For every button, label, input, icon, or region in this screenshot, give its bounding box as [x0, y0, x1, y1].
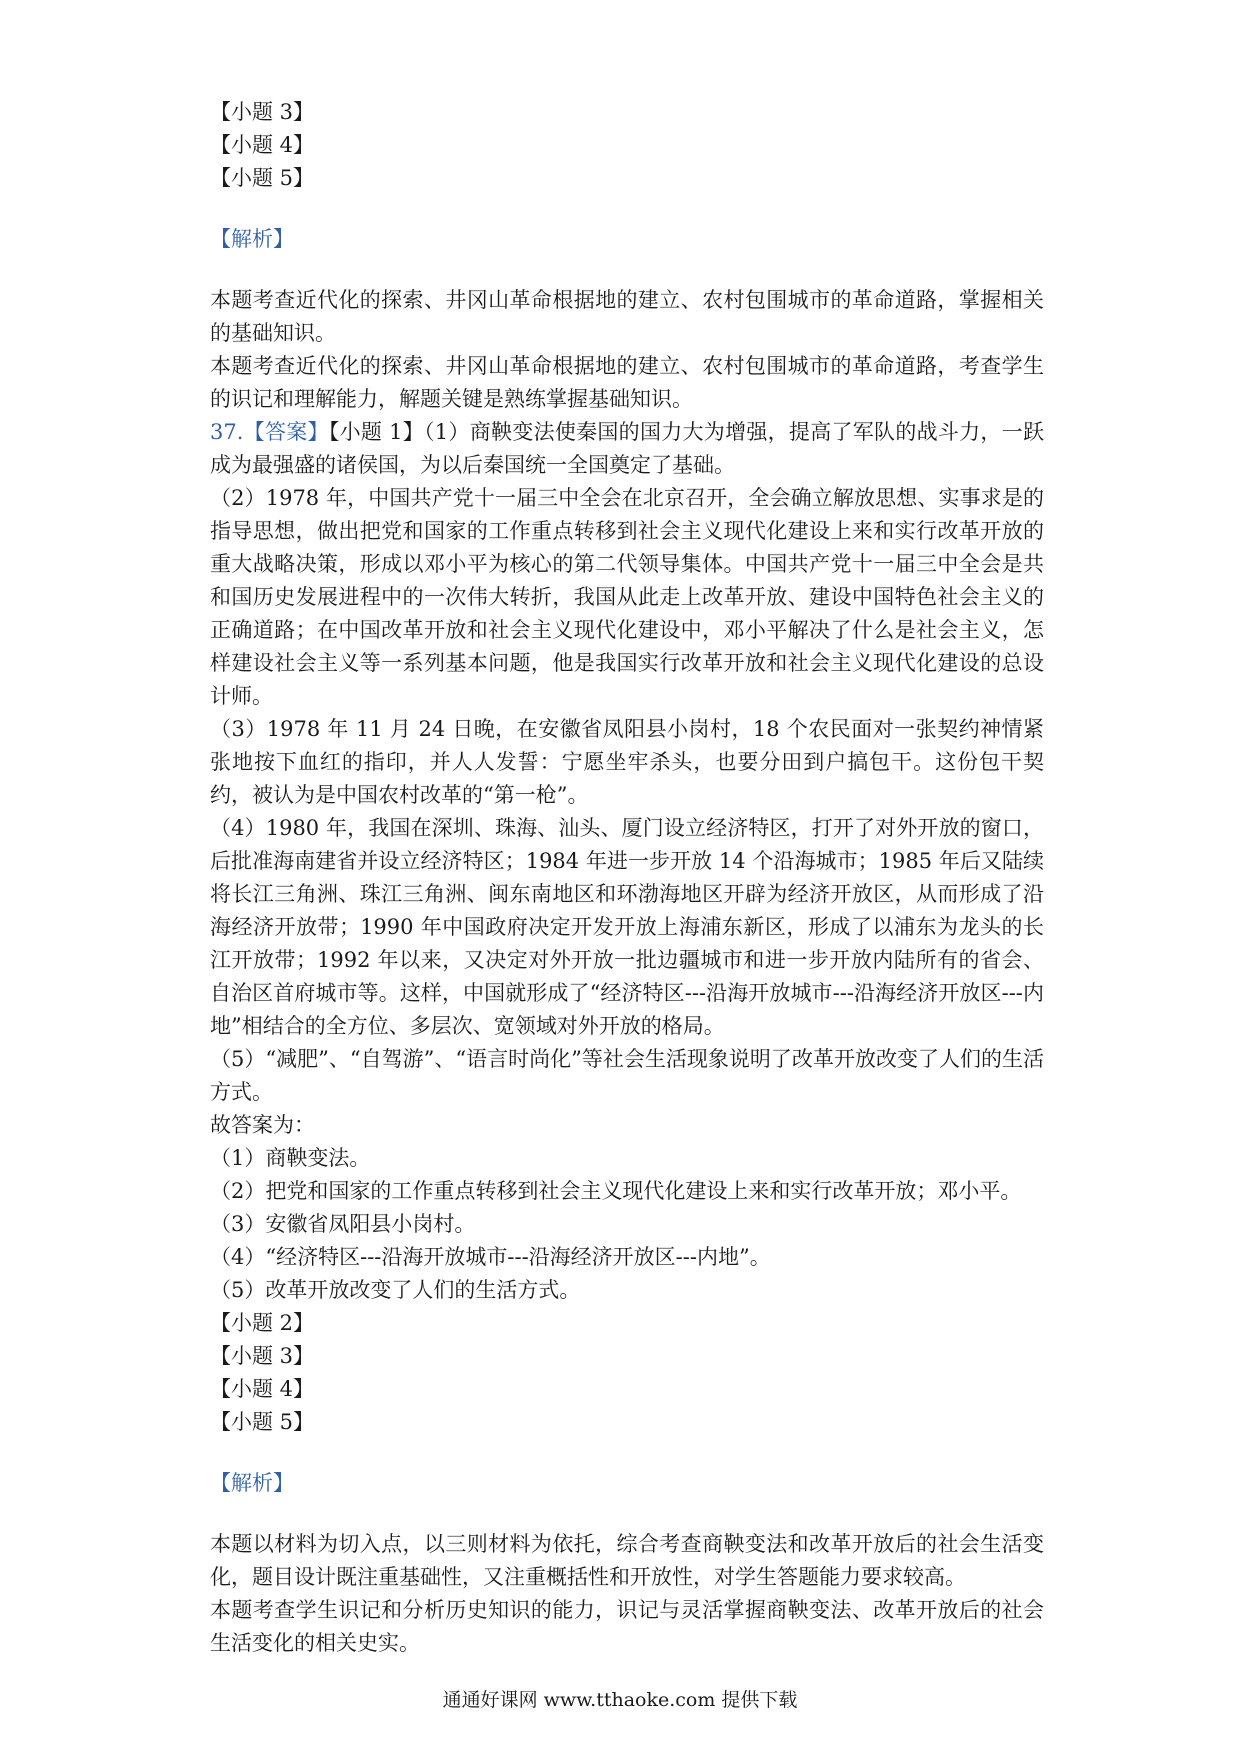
question-number: 37.	[210, 420, 244, 444]
subquestion-label: 【小题 4】	[210, 133, 315, 157]
analysis-heading: 【解析】	[210, 227, 294, 251]
answer-item: （2）把党和国家的工作重点转移到社会主义现代化建设上来和实行改革开放；邓小平。	[210, 1179, 1022, 1203]
page-footer: 通通好课网 www.tthaoke.com 提供下载	[442, 1689, 798, 1711]
answer-paragraph: （5）“减肥”、“自驾游”、“语言时尚化”等社会生活现象说明了改革开放改变了人们的生活方式。	[210, 1047, 1044, 1104]
question-37-answer	[210, 416, 1044, 482]
answer-text: 【小题 1】（1）商鞅变法使秦国的国力大为增强，提高了军队的战斗力，一跃成为最强盛的诸侯国，为以后秦国统一全国奠定了基础。	[210, 420, 1044, 477]
answer-item: （1）商鞅变法。	[210, 1146, 371, 1170]
subquestion-label: 【小题 5】	[210, 166, 315, 190]
document-body	[210, 96, 1044, 1660]
answer-item: （3）安徽省凤阳县小岗村。	[210, 1212, 476, 1236]
analysis-heading: 【解析】	[210, 1471, 294, 1495]
analysis-paragraph: 本题考查学生识记和分析历史知识的能力，识记与灵活掌握商鞅变法、改革开放后的社会生活变化的相关史实。	[210, 1598, 1044, 1655]
answer-paragraph: （4）1980 年，我国在深圳、珠海、汕头、厦门设立经济特区，打开了对外开放的窗口，后批准海南建省并设立经济特区；1984 年进一步开放 14 个沿海城市；1985 年后又陆续将长江三角洲、珠江三角洲、闽东南地区和环渤海地区开辟为经济开放区，从而形成了沿海经济开放带；1990 年中国政府决定开发开放上海浦东新区，形成了以浦东为龙头的长江开放带；1992 年以来，又决定对外开放一批边疆城市和进一步开放内陆所有的省会、自治区首府城市等。这样，中国就形成了“经济特区---沿海开放城市---沿海经济开放区---内地”相结合的全方位、多层次、宽领域对外开放的格局。	[210, 816, 1044, 1038]
answer-paragraph: （3）1978 年 11 月 24 日晚，在安徽省凤阳县小岗村，18 个农民面对一张契约神情紧张地按下血红的指印，并人人发誓：宁愿坐牢杀头，也要分田到户搞包干。这份包干契约，被认为是中国农村改革的“第一枪”。	[210, 717, 1044, 807]
analysis-paragraph: 本题考查近代化的探索、井冈山革命根据地的建立、农村包围城市的革命道路，考查学生的识记和理解能力，解题关键是熟练掌握基础知识。	[210, 354, 1044, 411]
subquestion-label: 【小题 2】	[210, 1311, 315, 1335]
answer-paragraph: （2）1978 年，中国共产党十一届三中全会在北京召开，全会确立解放思想、实事求是的指导思想，做出把党和国家的工作重点转移到社会主义现代化建设上来和实行改革开放的重大战略决策，形成以邓小平为核心的第二代领导集体。中国共产党十一届三中全会是共和国历史发展进程中的一次伟大转折，我国从此走上改革开放、建设中国特色社会主义的正确道路；在中国改革开放和社会主义现代化建设中，邓小平解决了什么是社会主义，怎样建设社会主义等一系列基本问题，他是我国实行改革开放和社会主义现代化建设的总设计师。	[210, 486, 1044, 708]
analysis-paragraph: 本题以材料为切入点，以三则材料为依托，综合考查商鞅变法和改革开放后的社会生活变化，题目设计既注重基础性，又注重概括性和开放性，对学生答题能力要求较高。	[210, 1532, 1044, 1589]
subquestion-label: 【小题 3】	[210, 1344, 315, 1368]
answer-item: （5）改革开放改变了人们的生活方式。	[210, 1278, 581, 1302]
subquestion-label: 【小题 4】	[210, 1377, 315, 1401]
answer-label: 【答案】	[243, 420, 329, 444]
answer-item: （4）“经济特区---沿海开放城市---沿海经济开放区---内地”。	[210, 1245, 771, 1269]
answer-intro: 故答案为：	[210, 1113, 315, 1137]
subquestion-label: 【小题 5】	[210, 1410, 315, 1434]
analysis-paragraph: 本题考查近代化的探索、井冈山革命根据地的建立、农村包围城市的革命道路，掌握相关的基础知识。	[210, 288, 1044, 345]
subquestion-label: 【小题 3】	[210, 100, 315, 124]
